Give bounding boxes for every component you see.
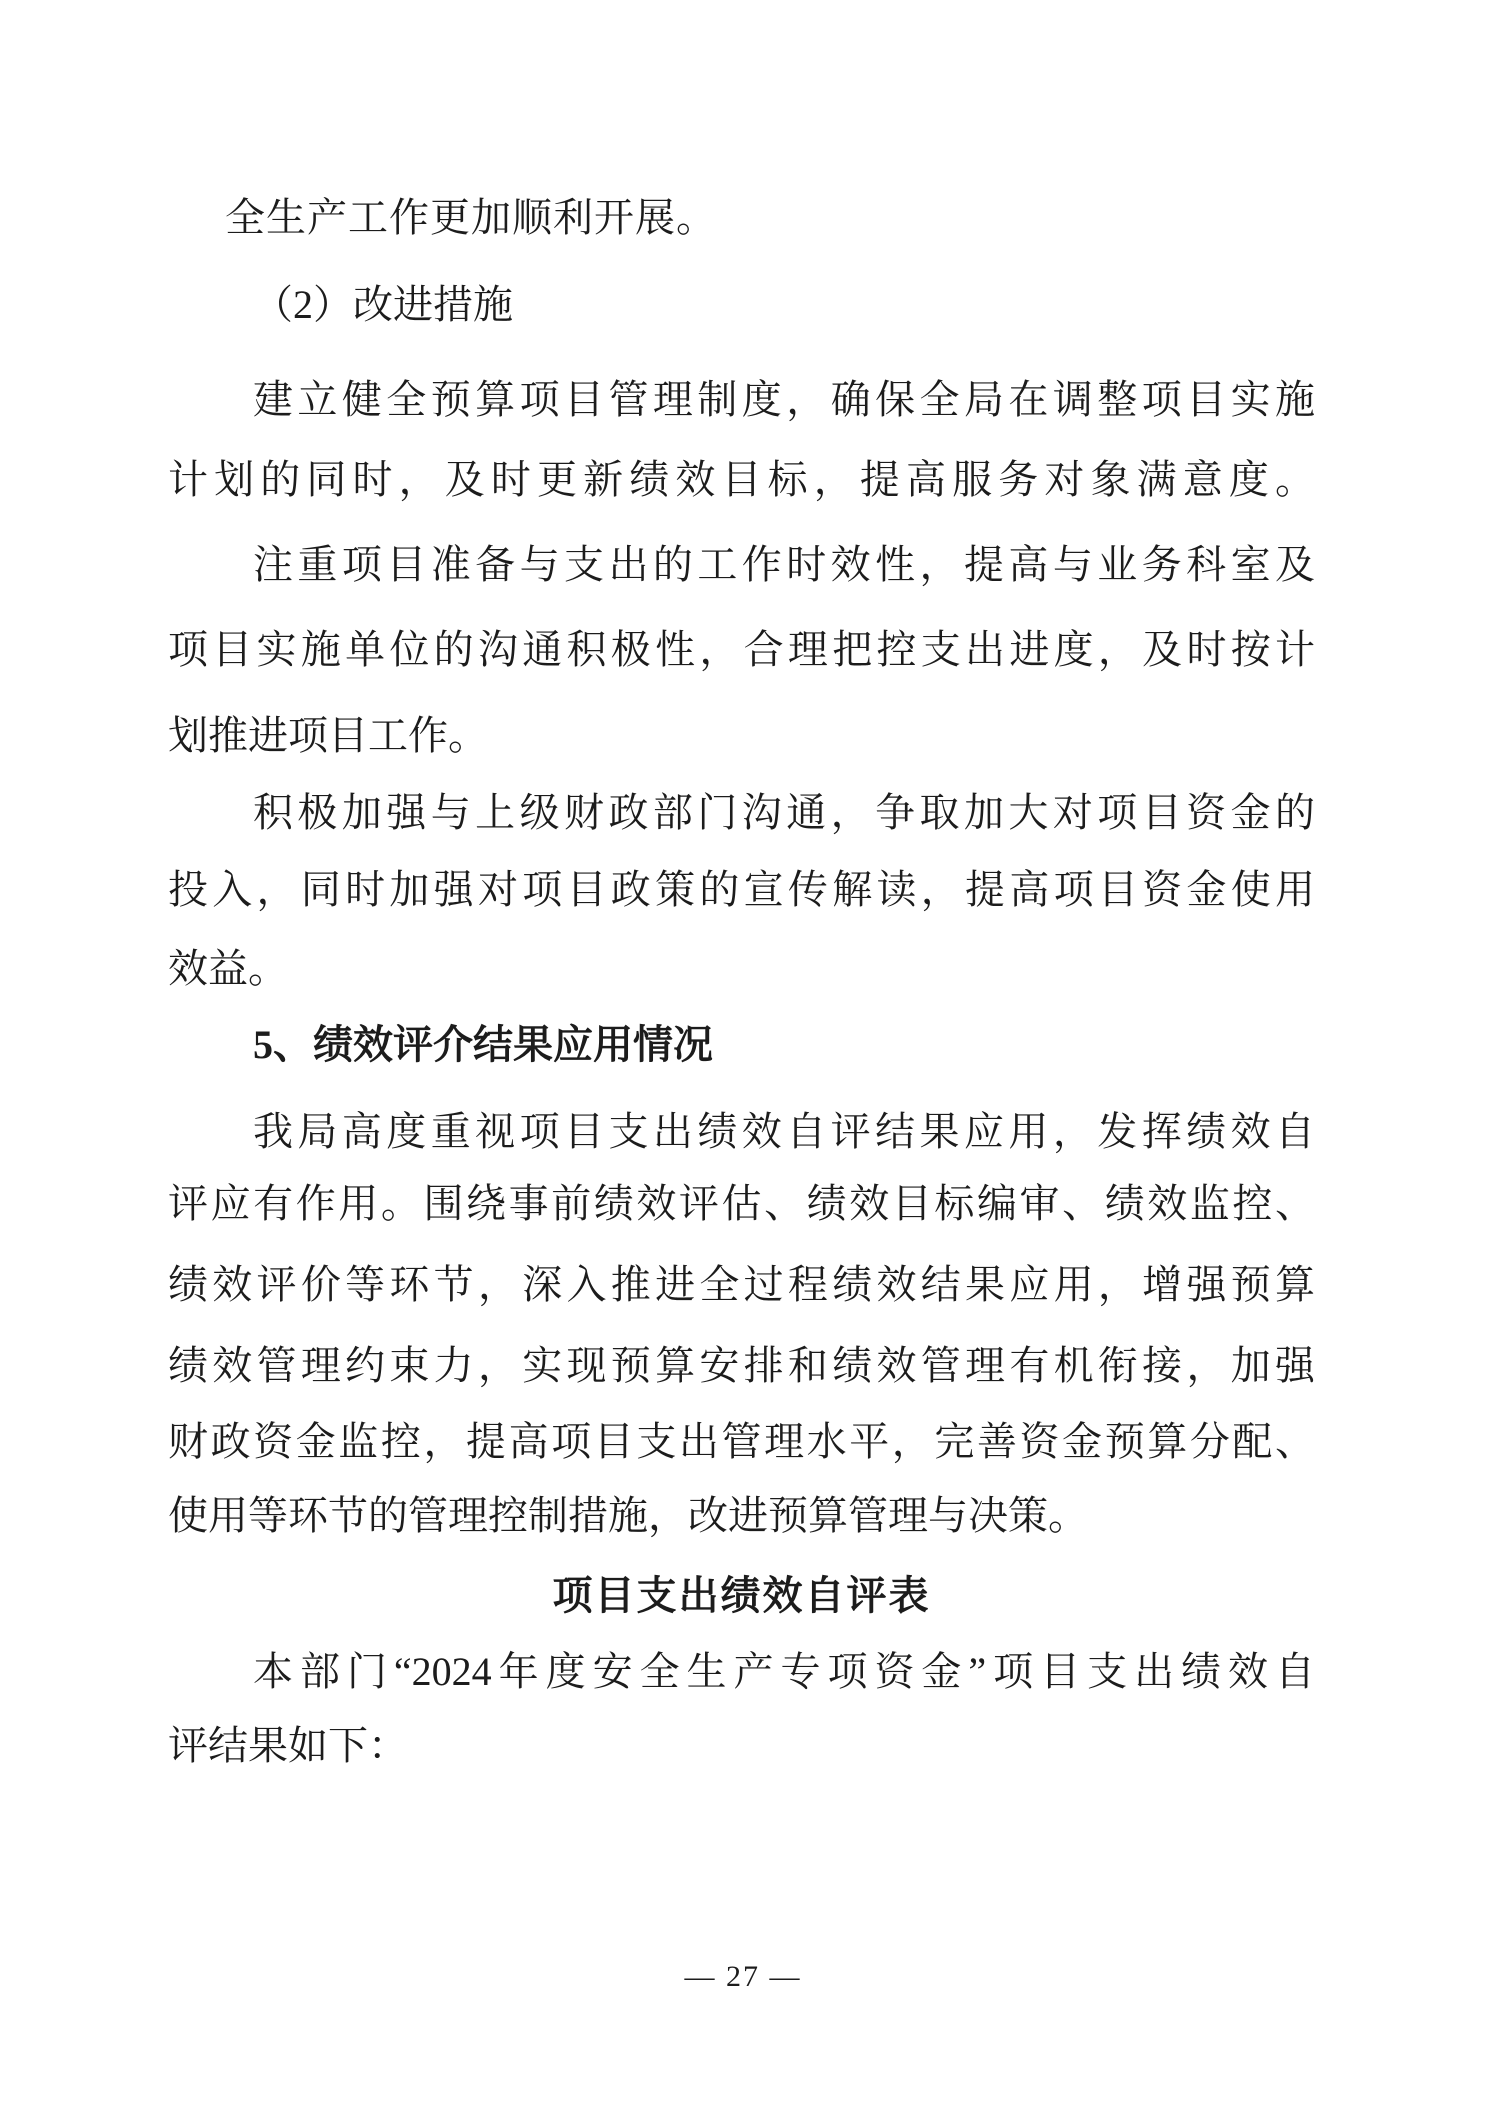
body-line: 项目实施单位的沟通积极性，合理把控支出进度，及时按计 — [168, 627, 1315, 672]
page-number: — 27 — — [684, 1960, 802, 1993]
body-line: 评应有作用。围绕事前绩效评估、绩效目标编审、绩效监控、 — [168, 1181, 1315, 1226]
body-line: 我局高度重视项目支出绩效自评结果应用，发挥绩效自 — [253, 1109, 1315, 1154]
body-line: 财政资金监控，提高项目支出管理水平，完善资金预算分配、 — [168, 1419, 1315, 1464]
section-heading: 5、绩效评介结果应用情况 — [253, 1022, 713, 1067]
body-line: 本部门“2024年度安全生产专项资金”项目支出绩效自 — [253, 1649, 1315, 1694]
body-line: 使用等环节的管理控制措施，改进预算管理与决策。 — [168, 1493, 1088, 1538]
body-line: 评结果如下： — [168, 1723, 408, 1768]
body-line: 全生产工作更加顺利开展。 — [225, 195, 717, 240]
body-line: 建立健全预算项目管理制度，确保全局在调整项目实施 — [253, 377, 1315, 422]
body-line: 绩效管理约束力，实现预算安排和绩效管理有机衔接，加强 — [168, 1343, 1315, 1388]
body-line: 划推进项目工作。 — [168, 713, 488, 758]
body-line: 注重项目准备与支出的工作时效性，提高与业务科室及 — [253, 542, 1315, 587]
body-line: 效益。 — [168, 946, 288, 991]
body-line: 投入，同时加强对项目政策的宣传解读，提高项目资金使用 — [168, 867, 1315, 912]
body-line: 计划的同时，及时更新绩效目标，提高服务对象满意度。 — [168, 457, 1315, 502]
table-title: 项目支出绩效自评表 — [552, 1573, 931, 1618]
sub-heading: （2）改进措施 — [253, 282, 513, 327]
body-line: 积极加强与上级财政部门沟通，争取加大对项目资金的 — [253, 790, 1315, 835]
body-line: 绩效评价等环节，深入推进全过程绩效结果应用，增强预算 — [168, 1262, 1315, 1307]
